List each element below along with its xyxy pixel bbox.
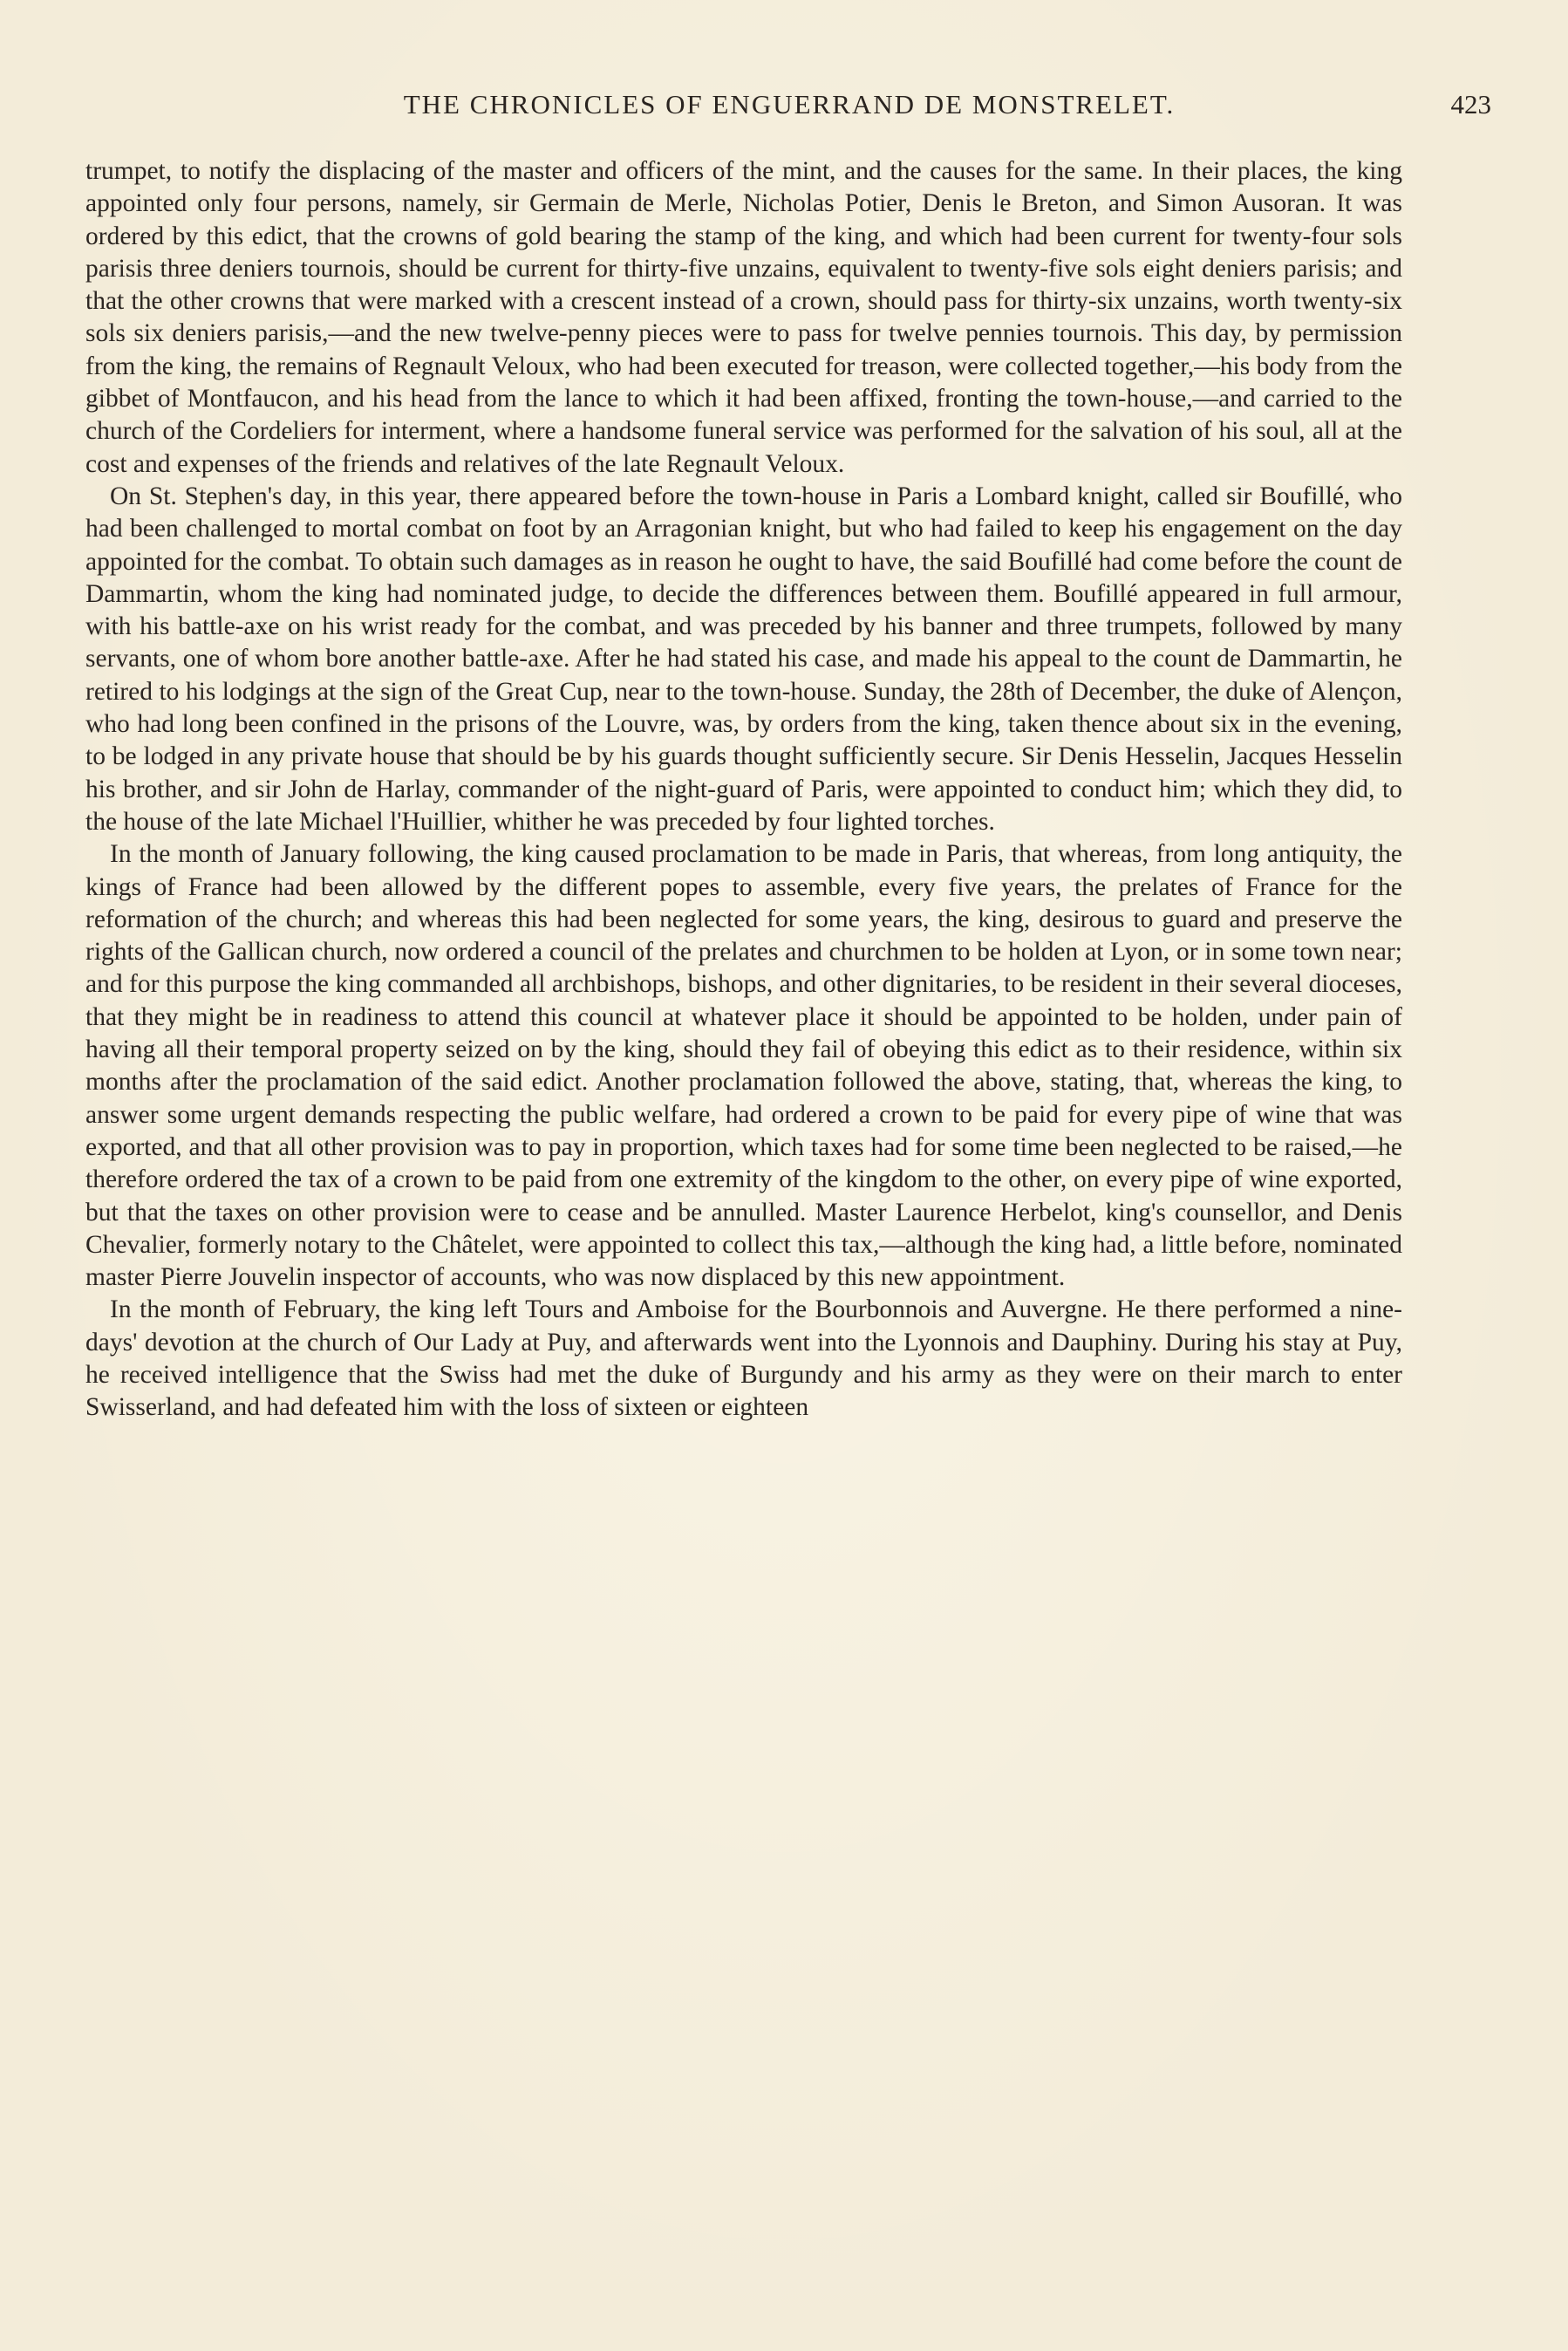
paragraph: On St. Stephen's day, in this year, there appeared before the town-house in Paris a Lombard knight, called sir Boufillé, who had been challenged to mortal combat on foot by an Arragonian knight, but who had failed to keep his engagement on the day appointed for the combat. To obtain such damages as in reason he ought to have, the said Boufillé had come before the count de Dammartin, whom the king had nominated judge, to decide the differences between them. Boufillé appeared in full armour, with his battle-axe on his wrist ready for the combat, and was preceded by his banner and three trumpets, followed by many servants, one of whom bore another battle-axe. After he had stated his case, and made his appeal to the count de Dammartin, he retired to his lodgings at the sign of the Great Cup, near to the town-house. Sunday, the 28th of December, the duke of Alençon, who had long been confined in the prisons of the Louvre, was, by orders from the king, taken thence about six in the evening, to be lodged in any private house that should be by his guards thought sufficiently secure. Sir Denis Hesselin, Jacques Hesselin his brother, and sir John de Harlay, commander of the night-guard of Paris, were appointed to conduct him; which they did, to the house of the late Michael l'Huillier, whither he was preceded by four lighted torches. <box>85 482 1402 836</box>
page-number: 423 <box>1450 89 1491 120</box>
body-text <box>85 155 1402 1425</box>
paragraph: In the month of January following, the king caused proclamation to be made in Paris, that whereas, from long antiquity, the kings of France had been allowed by the different popes to assemble, every five years, the prelates of France for the reformation of the church; and whereas this had been neglected for some years, the king, desirous to guard and preserve the rights of the Gallican church, now ordered a council of the prelates and churchmen to be holden at Lyon, or in some town near; and for this purpose the king commanded all archbishops, bishops, and other dignitaries, to be resident in their several dioceses, that they might be in readiness to attend this council at whatever place it should be appointed to be holden, under pain of having all their temporal property seized on by the king, should they fail of obeying this edict as to their residence, within six months after the proclamation of the said edict. Another proclamation followed the above, stating, that, whereas the king, to answer some urgent demands respecting the public welfare, had ordered a crown to be paid for every pipe of wine that was exported, and that all other provision was to pay in proportion, which taxes had for some time been neglected to be raised,—he therefore ordered the tax of a crown to be paid from one extremity of the kingdom to the other, on every pipe of wine exported, but that the taxes on other provision were to cease and be annulled. Master Laurence Herbelot, king's counsellor, and Denis Chevalier, formerly notary to the Châtelet, were appointed to collect this tax,—although the king had, a little before, nominated master Pierre Jouvelin inspector of accounts, who was now displaced by this new appointment. <box>85 840 1402 1292</box>
running-title: THE CHRONICLES OF ENGUERRAND DE MONSTRELET. <box>403 89 1176 120</box>
page-header <box>87 89 1491 124</box>
paragraph: In the month of February, the king left Tours and Amboise for the Bourbonnois and Auvergne. He there performed a nine-days' devotion at the church of Our Lady at Puy, and afterwards went into the Lyonnois and Dauphiny. During his stay at Puy, he received intelligence that the Swiss had met the duke of Burgundy and his army as they were on their march to enter Swisserland, and had defeated him with the loss of sixteen or eighteen <box>85 1295 1402 1422</box>
paragraph: trumpet, to notify the displacing of the master and officers of the mint, and the causes for the same. In their places, the king appointed only four persons, namely, sir Germain de Merle, Nicholas Potier, Denis le Breton, and Simon Ausoran. It was ordered by this edict, that the crowns of gold bearing the stamp of the king, and which had been current for twenty-four sols parisis three deniers tournois, should be current for thirty-five unzains, equivalent to twenty-five sols eight deniers parisis; and that the other crowns that were marked with a crescent instead of a crown, should pass for thirty-six unzains, worth twenty-six sols six deniers parisis,—and the new twelve-penny pieces were to pass for twelve pennies tournois. This day, by permission from the king, the remains of Regnault Veloux, who had been executed for treason, were collected together,—his body from the gibbet of Montfaucon, and his head from the lance to which it had been affixed, fronting the town-house,—and carried to the church of the Cordeliers for interment, where a handsome funeral service was performed for the salvation of his soul, all at the cost and expenses of the friends and relatives of the late Regnault Veloux. <box>85 157 1402 478</box>
